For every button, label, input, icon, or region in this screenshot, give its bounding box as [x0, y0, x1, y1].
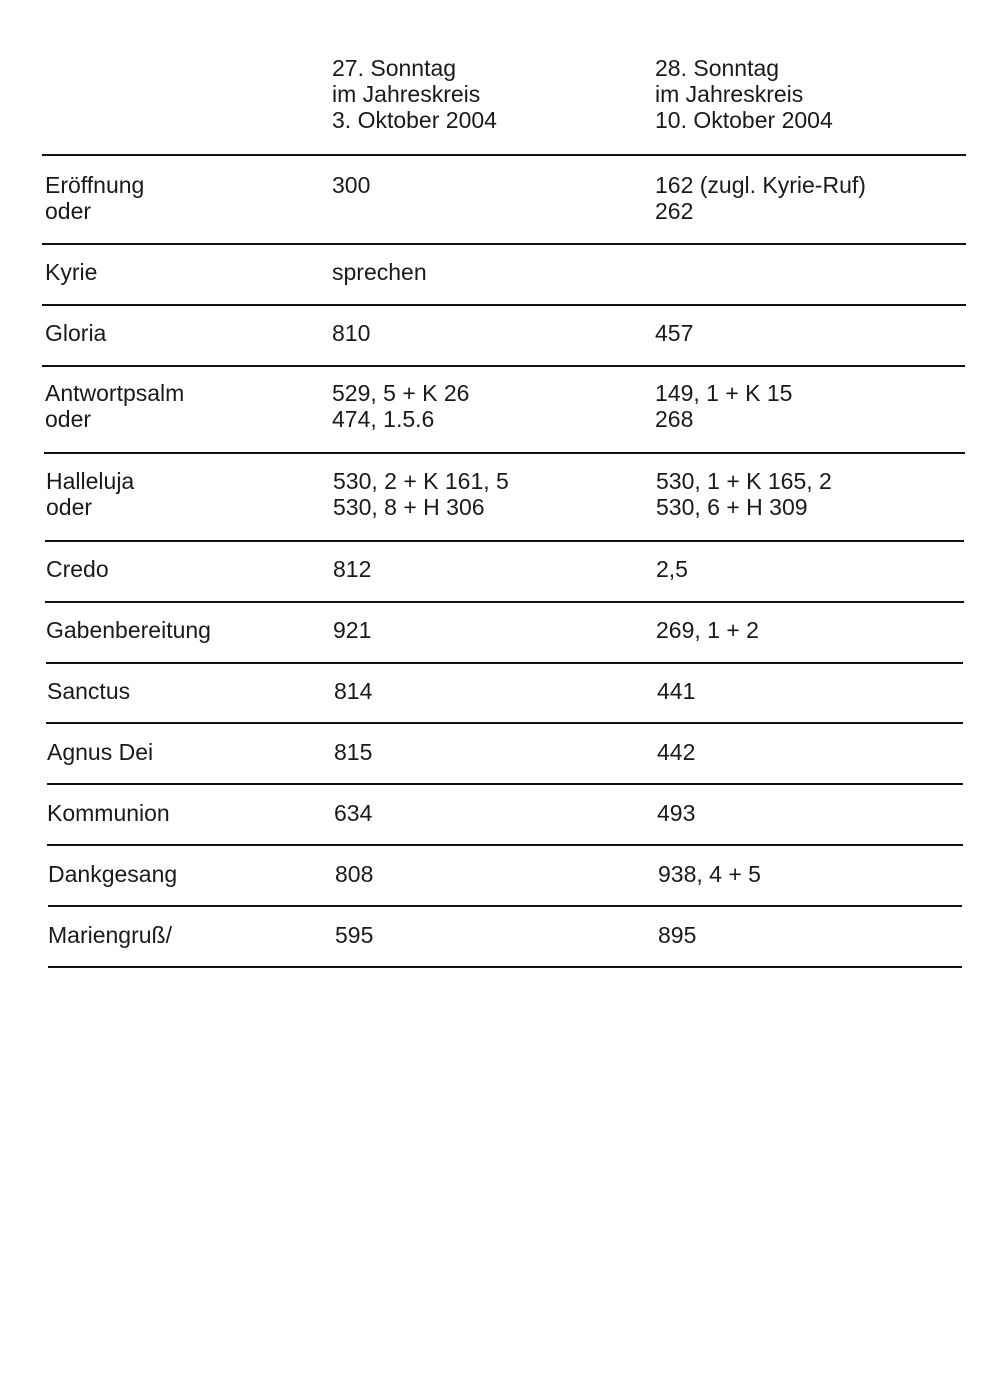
cell-27-sonntag-line: 921 [333, 617, 372, 643]
cell-27-sonntag-line: 634 [334, 800, 373, 826]
cell-28-sonntag-line: 149, 1 + K 15 [655, 380, 793, 406]
row-label-line: Agnus Dei [47, 739, 154, 765]
cell-28-sonntag-line: 530, 6 + H 309 [656, 494, 808, 520]
row-label [47, 739, 153, 765]
row-label-line: Credo [46, 556, 109, 582]
row-label [45, 320, 106, 346]
cell-27-sonntag-line: 530, 8 + H 306 [333, 494, 485, 520]
row-label [46, 468, 134, 520]
cell-27-sonntag-line: 808 [335, 861, 374, 887]
table-rule [46, 722, 963, 724]
table-rule [42, 365, 965, 367]
row-label-line: oder [45, 198, 92, 224]
row-label-line: Mariengruß/ [48, 922, 172, 948]
cell-28-sonntag [657, 678, 695, 704]
cell-27-sonntag-line: 474, 1.5.6 [332, 406, 435, 432]
cell-28-sonntag-line: 269, 1 + 2 [656, 617, 759, 643]
cell-28-sonntag [656, 617, 759, 643]
table-rule [42, 243, 966, 245]
cell-27-sonntag [334, 678, 372, 704]
cell-28-sonntag [655, 172, 866, 224]
cell-28-sonntag [657, 800, 695, 826]
row-label [45, 172, 144, 224]
row-label-line: Kyrie [45, 259, 98, 285]
column-header-line: 3. Oktober 2004 [332, 107, 497, 133]
row-label-line: Gabenbereitung [46, 617, 211, 643]
table-rule [42, 154, 966, 156]
cell-28-sonntag-line: 162 (zugl. Kyrie-Ruf) [655, 172, 866, 198]
cell-28-sonntag-line: 457 [655, 320, 694, 346]
row-label-line: Halleluja [46, 468, 135, 494]
row-label [48, 922, 172, 948]
cell-27-sonntag [333, 468, 509, 520]
table-rule [46, 662, 963, 664]
cell-27-sonntag-line: 812 [333, 556, 372, 582]
table-rule [48, 966, 962, 968]
cell-28-sonntag [656, 556, 688, 582]
column-header-line: im Jahreskreis [655, 81, 804, 107]
cell-27-sonntag [332, 320, 370, 346]
row-label-line: Gloria [45, 320, 107, 346]
row-label [46, 617, 211, 643]
cell-28-sonntag-line: 441 [657, 678, 696, 704]
cell-28-sonntag [657, 739, 695, 765]
cell-27-sonntag-line: 814 [334, 678, 373, 704]
cell-27-sonntag-line: 815 [334, 739, 373, 765]
row-label-line: Dankgesang [48, 861, 178, 887]
cell-28-sonntag [655, 320, 693, 346]
row-label-line: Eröffnung [45, 172, 145, 198]
table-rule [45, 601, 964, 603]
row-label [47, 800, 170, 826]
cell-28-sonntag-line: 442 [657, 739, 696, 765]
row-label-line: Sanctus [47, 678, 131, 704]
cell-27-sonntag [332, 380, 469, 432]
row-label [45, 259, 97, 285]
cell-27-sonntag [335, 861, 373, 887]
cell-28-sonntag-line: 895 [658, 922, 697, 948]
cell-27-sonntag-line: 529, 5 + K 26 [332, 380, 470, 406]
table-rule [45, 540, 964, 542]
cell-27-sonntag [334, 739, 372, 765]
cell-27-sonntag [333, 617, 371, 643]
cell-27-sonntag-line: 810 [332, 320, 371, 346]
cell-28-sonntag [658, 861, 761, 887]
column-header-line: im Jahreskreis [332, 81, 481, 107]
table-header [0, 55, 1000, 145]
column-header-line: 10. Oktober 2004 [655, 107, 833, 133]
row-label-line: oder [45, 406, 92, 432]
cell-27-sonntag [332, 259, 427, 285]
cell-28-sonntag-line: 493 [657, 800, 696, 826]
cell-27-sonntag-line: sprechen [332, 259, 427, 285]
cell-28-sonntag [655, 380, 792, 432]
cell-28-sonntag [658, 922, 696, 948]
column-header-27-sonntag [332, 55, 497, 133]
column-header-line: 27. Sonntag [332, 55, 457, 81]
cell-28-sonntag-line: 262 [655, 198, 694, 224]
table-rule [47, 783, 963, 785]
table-rule [42, 304, 966, 306]
cell-28-sonntag-line: 938, 4 + 5 [658, 861, 761, 887]
cell-27-sonntag-line: 300 [332, 172, 371, 198]
column-header-line: 28. Sonntag [655, 55, 780, 81]
row-label [46, 556, 109, 582]
cell-27-sonntag [332, 172, 370, 198]
cell-27-sonntag-line: 530, 2 + K 161, 5 [333, 468, 509, 494]
cell-27-sonntag [333, 556, 371, 582]
cell-28-sonntag [656, 468, 832, 520]
row-label [48, 861, 177, 887]
row-label-line: Kommunion [47, 800, 170, 826]
row-label [47, 678, 130, 704]
column-header-28-sonntag [655, 55, 833, 133]
row-label-line: Antwortpsalm [45, 380, 185, 406]
table-rule [44, 452, 965, 454]
cell-27-sonntag [334, 800, 372, 826]
row-label [45, 380, 184, 432]
cell-28-sonntag-line: 2,5 [656, 556, 688, 582]
cell-28-sonntag-line: 530, 1 + K 165, 2 [656, 468, 832, 494]
table-rule [48, 905, 962, 907]
cell-27-sonntag-line: 595 [335, 922, 374, 948]
cell-27-sonntag [335, 922, 373, 948]
table-rule [47, 844, 963, 846]
row-label-line: oder [46, 494, 93, 520]
cell-28-sonntag-line: 268 [655, 406, 694, 432]
